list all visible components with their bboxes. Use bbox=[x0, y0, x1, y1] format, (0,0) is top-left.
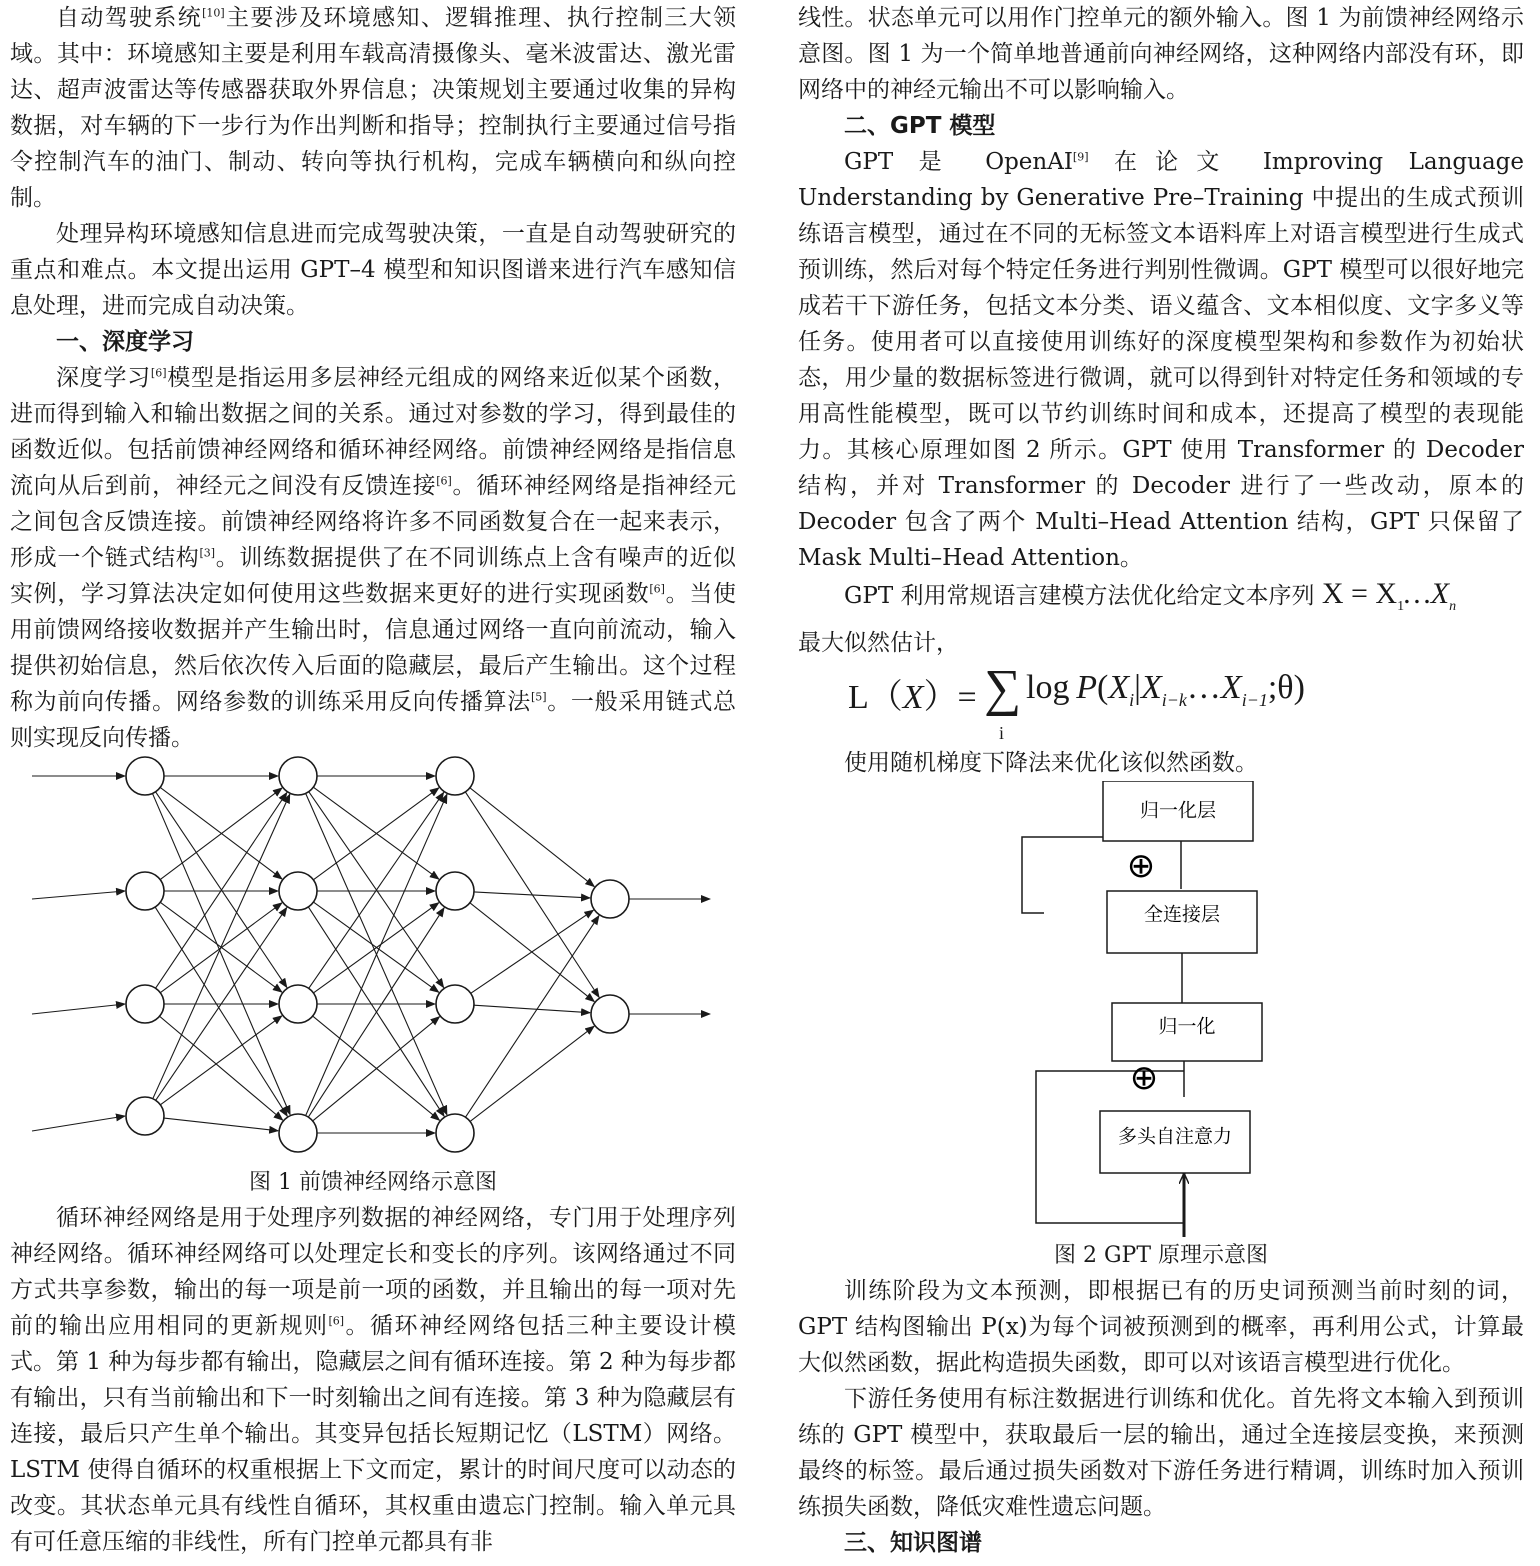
network-edge bbox=[164, 1118, 278, 1131]
figure-2-gpt-diagram bbox=[798, 781, 1524, 1237]
network-edge bbox=[465, 916, 598, 1117]
citation: [10] bbox=[202, 6, 225, 20]
sequence-formula: $X = X_1\dots X_n$ bbox=[1321, 577, 1457, 614]
rnn-paragraph: 循环神经网络是用于处理序列数据的神经网络，专门用于处理序列神经网络。循环神经网络可以处理定长和变长的序列。该网络通过不同方式共享参数，输出的每一项是前一项的函数，并且输出的每一项对先前的输出应用相同的更新规则[6]。循环神经网络包括三种主要设计模式。第 1 种为每步都有输出，隐藏层之间有循环连接。第 2 种为每步都有输出，只有当前输出和下一时刻输出之间有连接。第 3 种为隐藏层有连接，最后只产生单个输出。其变异包括长短期记忆（LSTM）网络。LSTM 使得自循环的权重根据上下文而定，累计的时间尺度可以动态的改变。其状态单元具有线性自循环，其权重由遗忘门控制。输入单元具有可任意压缩的非线性，所有门控单元都具有非 bbox=[10, 1205, 737, 1555]
continued-paragraph: 线性。状态单元可以用作门控单元的额外输入。图 1 为前馈神经网络示意图。图 1 为一个简单地普通前向神经网络，这种网络内部没有环，即网络中的神经元输出不可以影响输入。 bbox=[798, 5, 1524, 103]
neuron-node bbox=[279, 872, 317, 910]
objective-paragraph: GPT 利用常规语言建模方法优化给定文本序列 $X = X_1\dots X_n$ 最大似然估计， bbox=[798, 577, 1457, 656]
downstream-paragraph: 下游任务使用有标注数据进行训练和优化。首先将文本输入到预训练的 GPT 模型中，获取最后一层的输出，通过全连接层变换，来预测最终的标签。最后通过损失函数对下游任务进行精调，训练时加入预训练损失函数，降低灾难性遗忘问题。 bbox=[798, 1386, 1524, 1520]
input-edge bbox=[32, 891, 125, 899]
add-icon: ⊕ bbox=[1129, 1058, 1159, 1098]
citation: [6] bbox=[649, 582, 665, 596]
neuron-node bbox=[436, 1114, 474, 1152]
box-fully-connected-label: 全连接层 bbox=[1143, 903, 1221, 926]
citation: [3] bbox=[199, 546, 216, 560]
citation: [6] bbox=[436, 474, 452, 488]
box-norm-label: 归一化 bbox=[1158, 1015, 1216, 1038]
neuron-node bbox=[591, 995, 629, 1033]
right-column bbox=[798, 0, 1524, 1561]
add-icon: ⊕ bbox=[1126, 846, 1156, 886]
network-edge bbox=[155, 907, 287, 1116]
figure-2-caption: 图 2 GPT 原理示意图 bbox=[1053, 1243, 1269, 1268]
neuron-node bbox=[279, 1114, 317, 1152]
neuron-node bbox=[436, 985, 474, 1023]
neuron-node bbox=[126, 757, 164, 795]
network-edge bbox=[160, 1016, 282, 1105]
neuron-node bbox=[436, 757, 474, 795]
input-edge bbox=[32, 1004, 125, 1014]
network-edge bbox=[470, 1026, 594, 1121]
intro-paragraph-2: 处理异构环境感知信息进而完成驾驶决策，一直是自动驾驶研究的重点和难点。本文提出运用 GPT–4 模型和知识图谱来进行汽车感知信息处理，进而完成自动决策。 bbox=[10, 221, 736, 319]
left-column bbox=[10, 0, 736, 1560]
network-edge bbox=[474, 1005, 590, 1012]
gpt-paragraph: GPT 是 OpenAI[9] 在论文 Improving Language Understanding by Generative Pre–Training 中提出的生成式预训练语言模型，通过在不同的无标签文本语料库上对语言模型进行生成式预训练，然后对每个特定任务进行判别性微调。GPT 模型可以很好地完成若干下游任务，包括文本分类、语义蕴含、文本相似度、文字多义等任务。使用者可以直接使用训练好的深度模型架构和参数作为初始状态，用少量的数据标签进行微调，就可以得到针对特定任务和领域的专用高性能模型，既可以节约训练时间和成本，还提高了模型的表现能力。其核心原理如图 2 所示。GPT 使用 Transformer 的 Decoder 结构，并对 Transformer 的 Decoder 进行了一些改动，原本的 Decoder 包含了两个 Multi–Head Attention 结构，GPT 只保留了 Mask Multi–Head Attention。 bbox=[798, 149, 1524, 571]
intro-paragraph-1: 自动驾驶系统[10]主要涉及环境感知、逻辑推理、执行控制三大领域。其中：环境感知主要是利用车载高清摄像头、毫米波雷达、激光雷达、超声波雷达等传感器获取外界信息；决策规划主要通过收集的异构数据，对车辆的下一步行为作出判断和指导；控制执行主要通过信号指令控制汽车的油门、制动、转向等执行机构，完成车辆横向和纵向控制。 bbox=[10, 5, 737, 211]
section-heading-knowledge-graph: 三、知识图谱 bbox=[844, 1530, 982, 1556]
citation: [9] bbox=[1072, 150, 1089, 164]
neuron-node bbox=[126, 872, 164, 910]
neuron-node bbox=[279, 757, 317, 795]
figure-1-feedforward-network bbox=[10, 756, 736, 1166]
citation: [6] bbox=[150, 366, 167, 380]
neuron-node bbox=[279, 985, 317, 1023]
input-edge bbox=[32, 1116, 125, 1131]
section-heading-deep-learning: 一、深度学习 bbox=[56, 329, 194, 355]
likelihood-equation: L（X）= ∑ i $\log P(X_i|X_{i-k}\dots X_{i-1};\theta)$ bbox=[848, 660, 1305, 743]
deep-learning-paragraph: 深度学习[6]模型是指运用多层神经元组成的网络来近似某个函数，进而得到输入和输出数据之间的关系。通过对参数的学习，得到最佳的函数近似。包括前馈神经网络和循环神经网络。前馈神经网络是指信息流向从后到前，神经元之间没有反馈连接[6]。循环神经网络是指神经元之间包含反馈连接。前馈神经网络将许多不同函数复合在一起来表示，形成一个链式结构[3]。训练数据提供了在不同训练点上含有噪声的近似实例，学习算法决定如何使用这些数据来更好的进行实现函数[6]。当使用前馈网络接收数据并产生输出时，信息通过网络一直向前流动，输入提供初始信息，然后依次传入后面的隐藏层，最后产生输出。这个过程称为前向传播。网络参数的训练采用反向传播算法[5]。一般采用链式总则实现反向传播。 bbox=[10, 365, 737, 751]
network-edge bbox=[474, 892, 590, 898]
citation: [5] bbox=[530, 690, 547, 704]
sgd-paragraph: 使用随机梯度下降法来优化该似然函数。 bbox=[844, 750, 1258, 776]
neuron-node bbox=[126, 985, 164, 1023]
box-multi-head-attention-label: 多头自注意力 bbox=[1117, 1125, 1233, 1148]
network-edge bbox=[470, 788, 594, 887]
section-heading-gpt: 二、GPT 模型 bbox=[844, 113, 996, 139]
network-edge bbox=[153, 794, 290, 1098]
figure-1-caption: 图 1 前馈神经网络示意图 bbox=[249, 1170, 497, 1195]
citation: [6] bbox=[328, 1314, 345, 1328]
box-norm-layer-label: 归一化层 bbox=[1139, 799, 1217, 822]
training-paragraph: 训练阶段为文本预测，即根据已有的历史词预测当前时刻的词，GPT 结构图输出 P(x)为每个词被预测到的概率，再利用公式，计算最大似然函数，据此构造损失函数，即可以对该语言模型进行优化。 bbox=[798, 1278, 1524, 1376]
network-edge bbox=[152, 793, 290, 1114]
neuron-node bbox=[436, 872, 474, 910]
neuron-node bbox=[126, 1097, 164, 1135]
neuron-node bbox=[591, 880, 629, 918]
